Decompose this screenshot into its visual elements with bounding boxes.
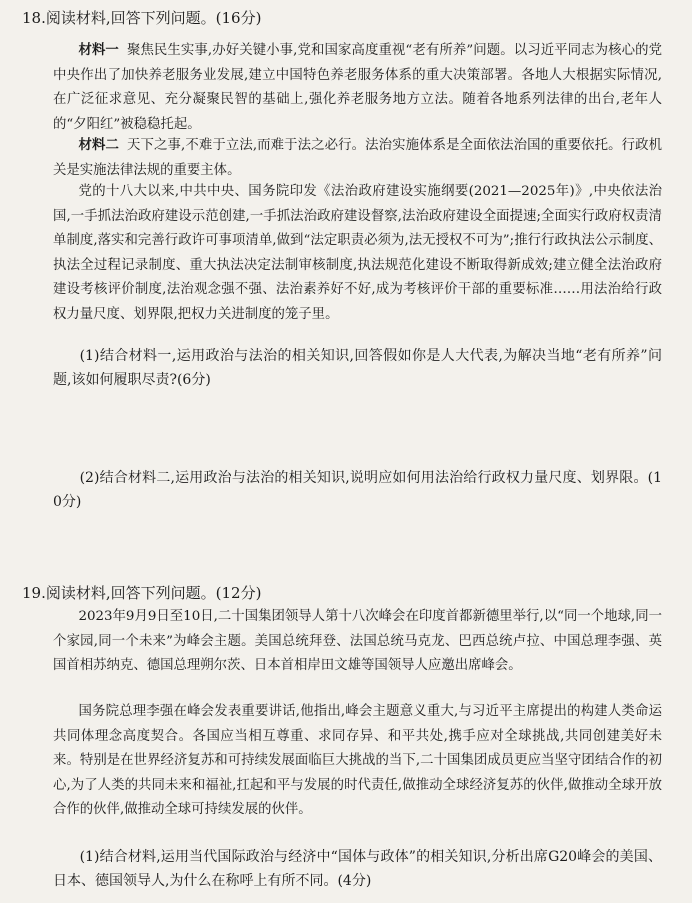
material-1-label: 材料一 <box>78 42 119 58</box>
question-18-sub-2: (2)结合材料二,运用政治与法治的相关知识,说明应如何用法治给行政权力量尺度、划界限。(10分) <box>53 470 662 510</box>
material-2-text: 天下之事,不难于立法,而难于法之必行。法治实施体系是全面依法治国的重要依托。行政机关是实施法律法规的重要主体。 <box>53 138 663 178</box>
material-2-paragraph-2: 党的十八大以来,中共中央、国务院印发《法治政府建设实施纲要(2021—2025年)》,中央依法治国,一手抓法治政府建设示范创建,一手抓法治政府建设督察,法治政府建设全面提速;全面实行政府权责清单制度,落实和完善行政许可事项清单,做到“法定职责必须为,法无授权不可为”;推行行政执法公示制度、执法全过程记录制度、重大执法决定法制审核制度,执法规范化建设不断取得新成效;建立健全法治政府建设考核评价制度,法治观念强不强、法治素养好不好,成为考核评价干部的重要标准……用法治给行政权力量尺度、划界限,把权力关进制度的笼子里。 <box>53 184 662 322</box>
material-1-text: 聚焦民生实事,办好关键小事,党和国家高度重视“老有所养”问题。以习近平同志为核心的党中央作出了加快养老服务业发展,建立中国特色养老服务体系的重大决策部署。各地人大根据实际情况,在广泛征求意见、充分凝聚民智的基础上,强化养老服务地方立法。随着各地系列法律的出台,老年人的“夕阳红”被稳稳托起。 <box>53 43 663 132</box>
material-2 <box>53 133 662 183</box>
material-2-label: 材料二 <box>78 137 119 153</box>
material-1 <box>53 38 662 137</box>
question-19-title: 19.阅读材料,回答下列问题。(12分) <box>22 584 262 602</box>
material-19-paragraph-2: 国务院总理李强在峰会发表重要讲话,他指出,峰会主题意义重大,与习近平主席提出的构建人类命运共同体理念高度契合。各国应当相互尊重、求同存异、和平共处,携手应对全球挑战,共同创建美好未来。特别是在世界经济复苏和可持续发展面临巨大挑战的当下,二十国集团成员更应当坚守团结合作的初心,为了人类的共同未来和福祉,扛起和平与发展的时代责任,做推动全球经济复苏的伙伴,做推动全球开放合作的伙伴,做推动全球可持续发展的伙伴。 <box>53 704 662 817</box>
question-19-sub-1: (1)结合材料,运用当代国际政治与经济中“国体与政体”的相关知识,分析出席G20峰会的美国、日本、德国领导人,为什么在称呼上有所不同。(4分) <box>53 849 662 889</box>
question-18-title: 18.阅读材料,回答下列问题。(16分) <box>22 9 262 27</box>
material-19-paragraph-1: 2023年9月9日至10日,二十国集团领导人第十八次峰会在印度首都新德里举行,以“同一个地球,同一个家园,同一个未来”为峰会主题。美国总统拜登、法国总统马克龙、巴西总统卢拉、中国总理李强、英国首相苏纳克、德国总理朔尔茨、日本首相岸田文雄等国领导人应邀出席峰会。 <box>53 609 662 673</box>
question-18-sub-1: (1)结合材料一,运用政治与法治的相关知识,回答假如你是人大代表,为解决当地“老有所养”问题,该如何履职尽责?(6分) <box>53 348 662 388</box>
